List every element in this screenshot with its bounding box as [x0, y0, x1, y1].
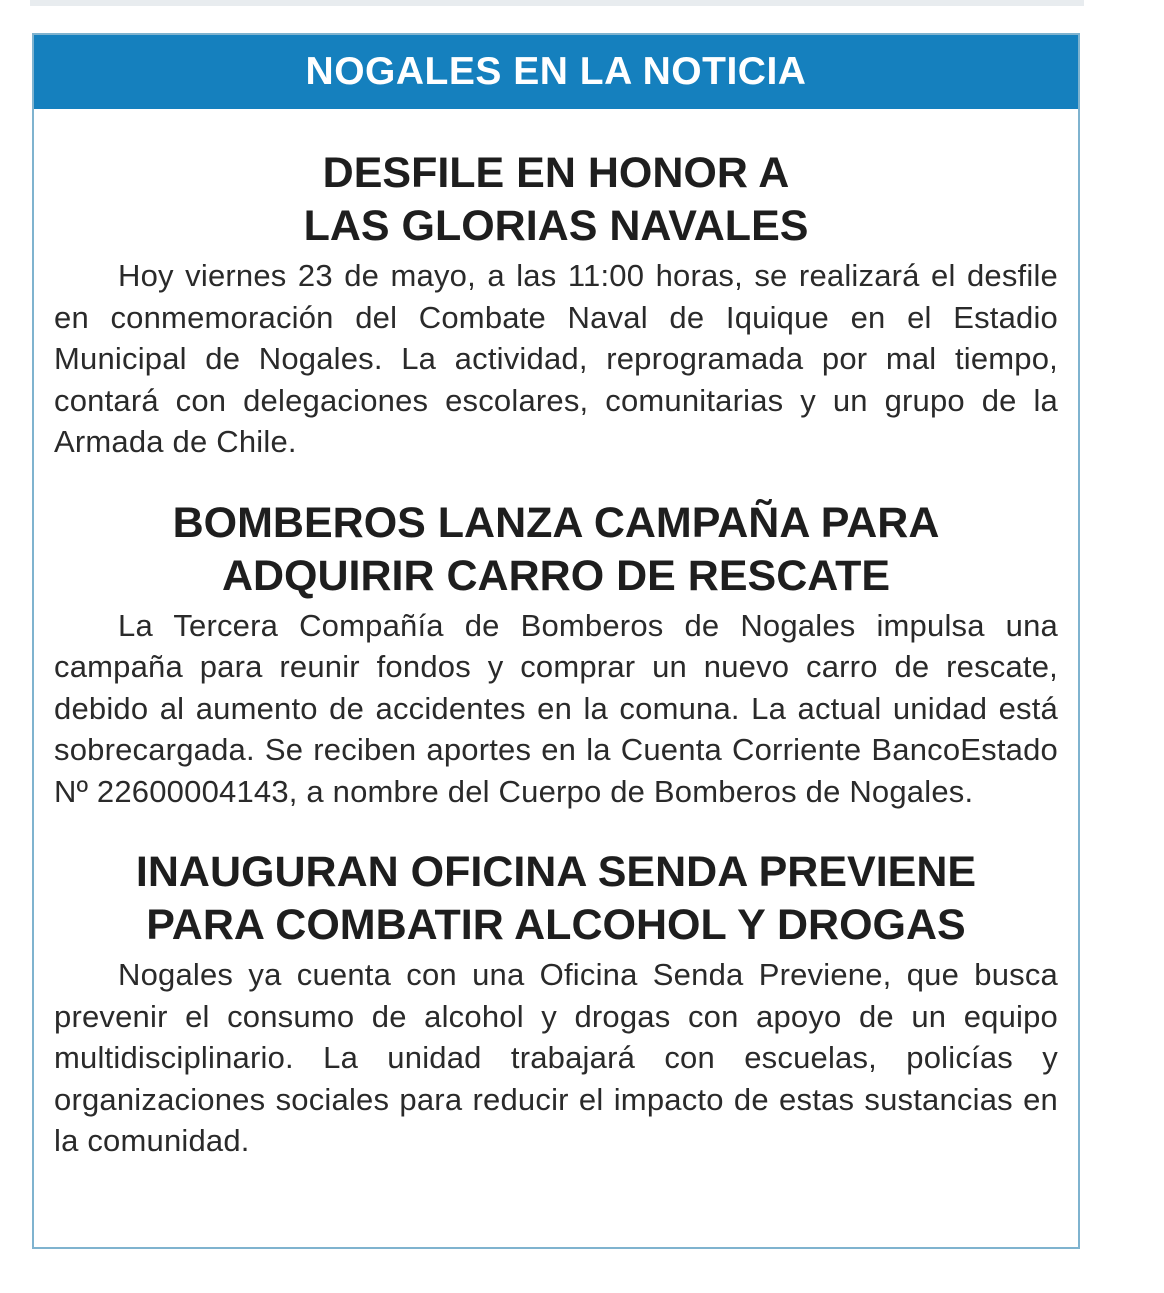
- article-headline: [54, 497, 1058, 603]
- article-headline: [54, 846, 1058, 952]
- section-banner: [34, 35, 1078, 109]
- article-headline: [54, 147, 1058, 253]
- headline-line: LAS GLORIAS NAVALES: [303, 202, 809, 250]
- news-article-desfile: [54, 147, 1058, 463]
- news-article-bomberos: [54, 497, 1058, 813]
- headline-line: DESFILE EN HONOR A: [322, 149, 790, 197]
- news-box: [32, 33, 1080, 1249]
- article-body: La Tercera Compañía de Bomberos de Nogales impulsa una campaña para reunir fondos y comprar un nuevo carro de rescate, debido al aumento de accidentes en la comuna. La actual unidad está sobrecargada. Se reciben aportes en la Cuenta Corriente BancoEstado Nº 22600004143, a nombre del Cuerpo de Bomberos de Nogales.: [54, 607, 1058, 809]
- headline-line: INAUGURAN OFICINA SENDA PREVIENE: [135, 848, 977, 896]
- article-body: Hoy viernes 23 de mayo, a las 11:00 horas, se realizará el desfile en conmemoración del Combate Naval de Iquique en el Estadio Municipal de Nogales. La actividad, reprogramada por mal tiempo, contará con delegaciones escolares, comunitarias y un grupo de la Armada de Chile.: [54, 258, 1058, 459]
- news-body: [34, 109, 1078, 1162]
- section-title: NOGALES EN LA NOTICIA: [305, 50, 807, 93]
- headline-line: ADQUIRIR CARRO DE RESCATE: [221, 551, 891, 600]
- article-body: Nogales ya cuenta con una Oficina Senda Previene, que busca prevenir el consumo de alcohol y drogas con apoyo de un equipo multidisciplinario. La unidad trabajará con escuelas, policías y organizaciones sociales para reducir el impacto de estas sustancias en la comunidad.: [54, 957, 1058, 1158]
- news-article-senda: [54, 846, 1058, 1162]
- headline-line: BOMBEROS LANZA CAMPAÑA PARA: [172, 498, 940, 547]
- top-divider: [30, 0, 1084, 6]
- headline-line: PARA COMBATIR ALCOHOL Y DROGAS: [146, 901, 966, 949]
